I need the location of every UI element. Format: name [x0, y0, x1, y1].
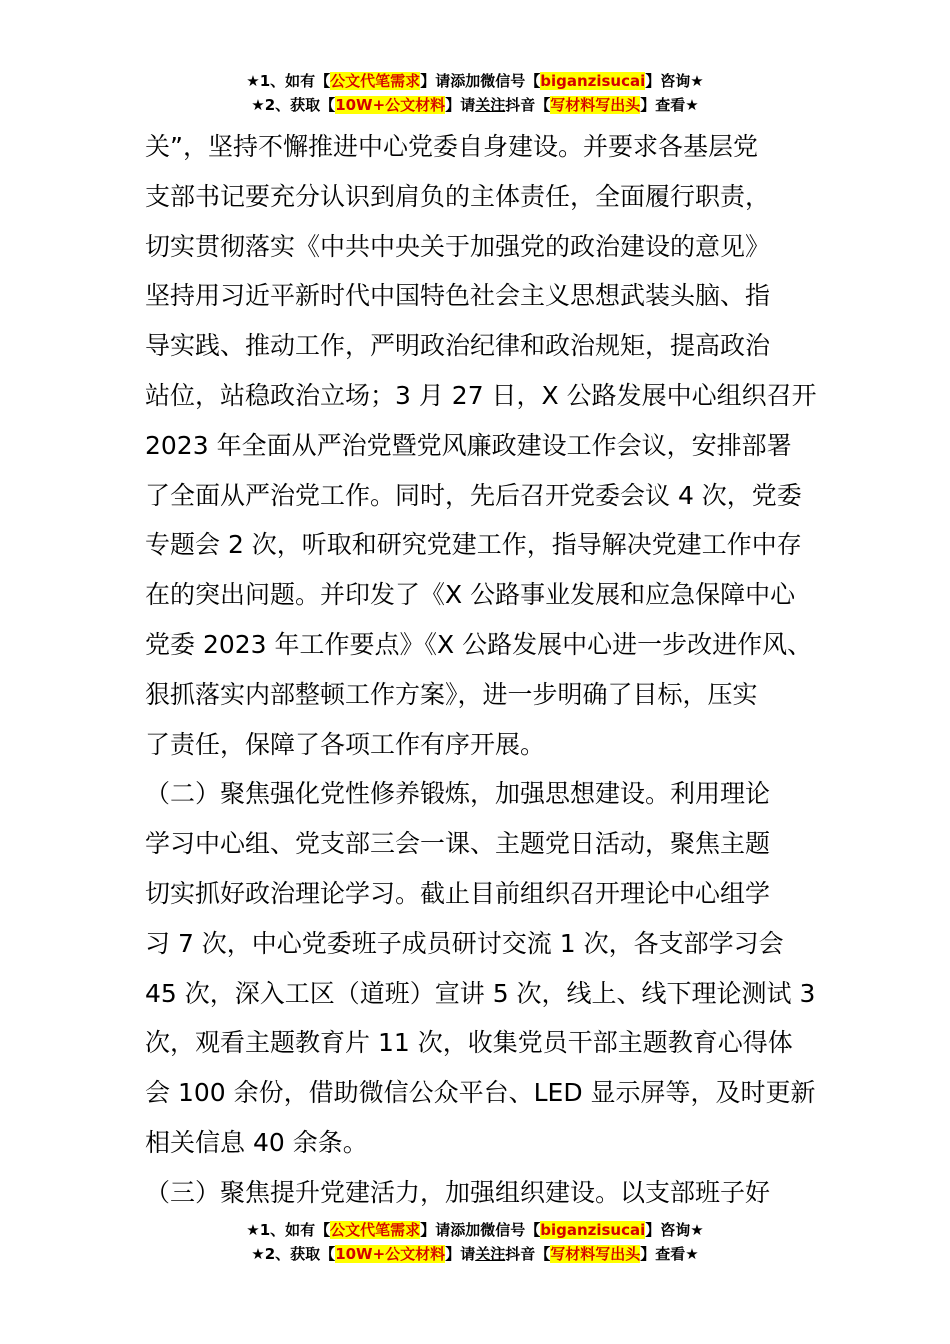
- body-line: 切实抓好政治理论学习。截止目前组织召开理论中心组学: [145, 878, 771, 908]
- footer-underlined: 关注: [475, 1245, 506, 1263]
- body-line: 次，观看主题教育片 11 次，收集党员干部主题教育心得体: [145, 1028, 793, 1058]
- body-line: 学习中心组、党支部三会一课、主题党日活动，聚焦主题: [145, 829, 771, 859]
- body-line: 党委 2023 年工作要点》《X 公路发展中心进一步改进作风、: [145, 629, 813, 659]
- body-line: 习 7 次，中心党委班子成员研讨交流 1 次，各支部学习会: [145, 928, 784, 958]
- header-text: 】查看★: [640, 96, 699, 114]
- header-line-1: [0, 69, 950, 93]
- section-heading-line: （二）聚焦强化党性修养锻炼，加强思想建设。利用理论: [145, 779, 771, 809]
- header-underlined: 关注: [475, 96, 506, 114]
- body-line: 支部书记要充分认识到肩负的主体责任，全面履行职责，: [145, 181, 771, 211]
- footer-text: 】咨询★: [645, 1221, 704, 1239]
- header-highlight: 写材料写出头: [550, 96, 641, 114]
- footer-text: 】查看★: [640, 1245, 699, 1263]
- body-line: 狠抓落实内部整顿工作方案》，进一步明确了目标，压实: [145, 679, 758, 709]
- body-line: 在的突出问题。并印发了《X 公路事业发展和应急保障中心: [145, 580, 796, 610]
- body-line: 切实贯彻落实《中共中央关于加强党的政治建设的意见》: [145, 231, 771, 261]
- body-line: 相关信息 40 余条。: [145, 1127, 368, 1157]
- header-text: ★2、获取【: [251, 96, 336, 114]
- body-line: 45 次，深入工区（道班）宣讲 5 次，线上、线下理论测试 3: [145, 978, 816, 1008]
- footer-line-2: [0, 1242, 950, 1266]
- header-banner: [0, 69, 950, 117]
- header-text: 】请: [445, 96, 476, 114]
- footer-highlight: 公文代笔需求: [330, 1221, 421, 1239]
- body-line: 关”，坚持不懈推进中心党委自身建设。并要求各基层党: [145, 132, 758, 161]
- footer-text: 抖音【: [505, 1245, 551, 1263]
- header-text: ★1、如有【: [246, 72, 331, 90]
- body-line: 会 100 余份，借助微信公众平台、LED 显示屏等，及时更新: [145, 1078, 816, 1108]
- footer-line-1: [0, 1218, 950, 1242]
- body-line: 站位，站稳政治立场；3 月 27 日，X 公路发展中心组织召开: [145, 380, 817, 410]
- body-line: 2023 年全面从严治党暨党风廉政建设工作会议，安排部署: [145, 430, 792, 460]
- header-text: 抖音【: [505, 96, 551, 114]
- body-line: 了全面从严治党工作。同时，先后召开党委会议 4 次，党委: [145, 480, 802, 510]
- document-body: [145, 122, 825, 1218]
- wechat-id-highlight: biganzisucai: [540, 72, 646, 90]
- footer-banner: [0, 1218, 950, 1266]
- footer-text: 】请添加微信号【: [420, 1221, 541, 1239]
- footer-highlight: 10W+公文材料: [335, 1245, 446, 1263]
- wechat-id-highlight: biganzisucai: [540, 1221, 646, 1239]
- header-line-2: [0, 93, 950, 117]
- footer-text: ★1、如有【: [246, 1221, 331, 1239]
- body-line: 了责任，保障了各项工作有序开展。: [145, 729, 546, 759]
- header-text: 】咨询★: [645, 72, 704, 90]
- footer-highlight: 写材料写出头: [550, 1245, 641, 1263]
- body-line: 导实践、推动工作，严明政治纪律和政治规矩，提高政治: [145, 331, 771, 361]
- header-highlight: 公文代笔需求: [330, 72, 421, 90]
- body-line: 专题会 2 次，听取和研究党建工作，指导解决党建工作中存: [145, 530, 802, 560]
- header-highlight: 10W+公文材料: [335, 96, 446, 114]
- footer-text: 】请: [445, 1245, 476, 1263]
- section-heading-line: （三）聚焦提升党建活力，加强组织建设。以支部班子好: [145, 1177, 771, 1207]
- body-line: 坚持用习近平新时代中国特色社会主义思想武装头脑、指: [145, 281, 771, 311]
- header-text: 】请添加微信号【: [420, 72, 541, 90]
- footer-text: ★2、获取【: [251, 1245, 336, 1263]
